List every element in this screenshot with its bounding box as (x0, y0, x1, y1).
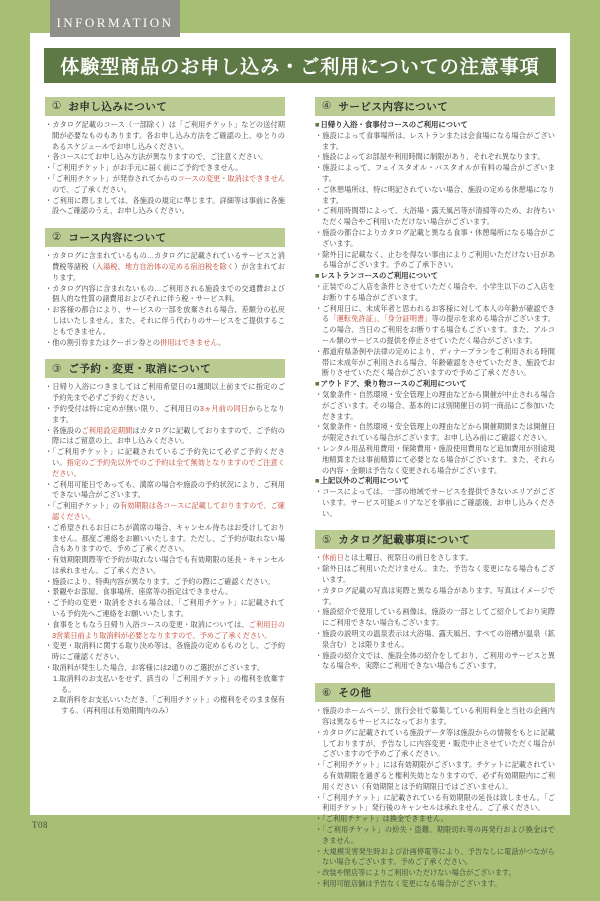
left-column (45, 97, 285, 901)
bullet-icon: ・ (45, 522, 53, 532)
section-number-icon: ⑥ (322, 686, 332, 699)
notice-text-highlight: 有効期限は各コースに記載しておりますので、ご確認ください。 (52, 501, 285, 521)
notice-text: カタログ内容に含まれないもの…ご利用される施設までの交通費および個人的な性質の諸費用およびそれに伴う税・サービス料。 (52, 283, 285, 304)
notice-item (315, 347, 555, 379)
notice-text: 1.取消料のお支払いをせず、該当の「ご利用チケット」の権利を放棄する。 (53, 673, 285, 694)
notice-text: 「ご利用チケット」の (52, 501, 120, 511)
notice-text: ご利用に際しましては、各施設の規定に準じます。詳細等は事前に各施設へご確認のうえ、お申し込みください。 (52, 195, 285, 216)
bullet-icon: ・ (45, 173, 53, 183)
notice-text: 気象条件・自然環境・安全管理上の理由などから開催期間または開催日が限定されている場合がございます。お申し込み前にご確認ください。 (322, 422, 555, 443)
notice-item (315, 185, 555, 207)
notice-text: 他の割引券またはクーポン券との (52, 337, 161, 347)
notice-item (315, 728, 555, 760)
bullet-icon: ・ (45, 598, 53, 608)
section-number-icon: ④ (322, 100, 332, 113)
bullet-icon: ・ (315, 650, 323, 660)
notice-text: 大規模災害発生時および計画停電等により、予告なしに電話がつながらない場合もございます。予めご了承ください。 (322, 846, 555, 867)
information-label: INFORMATION (56, 15, 174, 30)
notice-item (45, 426, 285, 448)
subsection-heading (315, 379, 555, 390)
bullet-icon: ・ (45, 337, 53, 347)
bullet-icon: ・ (315, 422, 323, 432)
notice-text: ご予約の変更・取消をされる場合は、「ご利用チケット」に記載されている予約先へご連絡をお願いいたします。 (52, 598, 285, 619)
section-title: ご予約・変更・取消について (68, 363, 212, 376)
bullet-icon: ・ (45, 447, 53, 457)
notice-item (315, 487, 555, 519)
notice-text: 2.取消料をお支払いいただき、「ご利用チケット」の権利をそのまま保有する。（再利用は有効期間内のみ） (53, 695, 285, 716)
notice-item (45, 598, 285, 620)
bullet-icon: ・ (315, 760, 323, 770)
notice-text: ので、ご了承ください。 (52, 184, 131, 194)
notice-text-highlight: ご利用日の3営業日前より取消料が必要となりますので、予めご了承ください。 (52, 619, 285, 640)
notice-section-1-right (315, 97, 555, 519)
notice-text: 等の提示を求める場合がございます。この場合、当日のご利用をお断りする場合もございます。また、アルコール類のサービスの提供を停止させていただく場合がございます。 (322, 314, 555, 345)
notice-text-highlight: 入湯税、地方自治体の定める宿泊税を除く (95, 261, 235, 271)
notice-item (45, 196, 285, 218)
section-title: カタログ記載事項について (338, 534, 471, 547)
square-bullet-icon: ■ (315, 476, 320, 486)
section-number-icon: ⑤ (322, 533, 332, 546)
bullet-icon: ・ (45, 163, 53, 173)
section-title: お申し込みについて (68, 101, 168, 113)
notice-item (315, 629, 555, 651)
notice-text: ご休憩場所は、特に明記されていない場合、施設の定める休憩場になります。 (322, 184, 555, 205)
notice-text: からとなります。 (52, 403, 285, 424)
bullet-icon: ・ (45, 425, 53, 435)
notice-item (315, 586, 555, 608)
section-title: サービス内容について (338, 101, 449, 113)
notice-text: ご利用日に、未成年者と思われるお客様に対して本人の年齢が確認できる (322, 303, 555, 324)
bullet-icon: ・ (45, 555, 53, 565)
notice-item (45, 404, 285, 426)
notice-text-highlight: 指定のご予約先以外でのご予約は全て無効となりますのでご注意ください。 (52, 457, 285, 478)
notice-text: お客様の都合により、サービスの一部を放棄される場合、差額分の払戻しはいたしません。また、それに伴う代わりのサービスをご提供することもできません。 (52, 305, 285, 336)
notice-item (315, 163, 555, 185)
square-bullet-icon: ■ (315, 379, 320, 389)
notice-text: 正装でのご入店を条件とさせていただく場合や、小学生以下のご入店をお断りする場合がございます。 (322, 281, 555, 302)
notice-text: 利用可能店舗は予告なく変更になる場合がございます。 (322, 879, 502, 888)
notice-text: 気象条件・自然環境・安全管理上の理由などから開催が中止される場合がございます。その場合、基本的には別開催日の同一商品にご参加いただきます。 (322, 389, 555, 421)
notice-text: 施設によって食事場所は、レストランまたは会食場になる場合がございます。 (322, 130, 555, 151)
bullet-icon: ・ (315, 130, 323, 140)
notice-text: 施設によってお部屋や利用時間に制限があり、それぞれ異なります。 (322, 152, 545, 162)
notice-item (315, 228, 555, 250)
notice-section-3-right (315, 683, 555, 890)
bullet-icon: ・ (315, 487, 323, 497)
notice-item (315, 706, 555, 728)
notice-text-highlight: 「運転免許証」、「身分証明書」 (329, 314, 432, 324)
notice-text-highlight: 併用はできません (160, 337, 218, 347)
section-header (45, 359, 285, 378)
notice-sub-item (45, 695, 285, 717)
notice-item (45, 523, 285, 555)
notice-text: 予約受付は特に定めが無い限り、ご利用日の (52, 403, 200, 413)
bullet-icon: ・ (315, 206, 323, 216)
bullet-icon: ・ (315, 607, 323, 617)
bullet-icon: ・ (315, 249, 323, 259)
bullet-icon: ・ (45, 382, 53, 392)
notice-text: 食事をともなう日帰り入浴コースの変更・取消については、 (52, 619, 249, 629)
bullet-icon: ・ (45, 619, 53, 629)
notice-text: 。 (217, 337, 226, 347)
notice-text: ）が含まれております。 (52, 261, 285, 282)
bullet-icon: ・ (45, 479, 53, 489)
section-number-icon: ① (52, 100, 62, 113)
bullet-icon: ・ (315, 281, 323, 291)
notice-item (45, 152, 285, 163)
notice-item (45, 447, 285, 479)
notice-text: 施設のホームページ、旅行会社で募集している利用料金と当社の企画内容は異なるサービスになっております。 (322, 706, 555, 727)
bullet-icon: ・ (315, 846, 323, 856)
bullet-icon: ・ (315, 443, 323, 453)
notice-text: 各施設の (52, 425, 82, 435)
notice-text: ご利用時間帯によって、大浴場・露天風呂等が清掃等のため、お待ちいただく場合やご利用いただけない場合がございます。 (322, 206, 555, 227)
notice-section-2-left (45, 228, 285, 348)
notice-text: 施設の都合によりカタログ記載と異なる食事・休憩場所になる場合がございます。 (322, 227, 555, 248)
section-number-icon: ② (52, 231, 62, 244)
right-column (315, 97, 555, 901)
section-title: コース内容について (68, 232, 167, 245)
notice-item (45, 382, 285, 404)
notice-text: 都道府県条例や法律の定めにより、ディナープランをご利用される時間帯に未成年がご利用される場合、年齢確認をさせていただき、施設でお断りさせていただく場合がございますので予めご了承ください。 (322, 346, 555, 378)
subsection-heading (315, 476, 555, 487)
notice-text: レストランコースのご利用について (320, 271, 438, 281)
notice-item (315, 250, 555, 272)
section-header (45, 228, 285, 247)
bullet-icon: ・ (45, 283, 53, 293)
notice-section-2-right (315, 530, 555, 672)
notice-text: 取消料が発生した場合、お客様には2通りのご選択がございます。 (52, 663, 265, 673)
notice-section-1-left (45, 97, 285, 217)
notice-item (45, 338, 285, 349)
notice-text: 景観やお部屋、食事場所、座席等の指定はできません。 (52, 587, 233, 597)
notice-item (45, 641, 285, 663)
section-header (315, 97, 555, 116)
notice-text: 「ご利用チケット」に記載されている有効期限の延長は致しません。「ご利用チケット」発行後のキャンセルは承れません。ご了承ください。 (322, 792, 555, 813)
notice-item (315, 607, 555, 629)
bullet-icon: ・ (45, 501, 53, 511)
page-title: 体験型商品のお申し込み・ご利用についての注意事項 (60, 57, 540, 78)
notice-item (315, 131, 555, 153)
notice-text: 「ご利用チケット」には有効期限がございます。チケットに記載されている有効期限を過ぎると権利失効となりますので、必ず有効期限内にご利用ください（有効期限とは予約期限日ではございません）。 (322, 760, 555, 791)
notice-item (315, 564, 555, 586)
notice-text: 除外日に記載なく、止むを得ない事由によりご利用いただけない日がある場合がございます。予めご了承下さい。 (322, 249, 555, 270)
notice-text-highlight: 3ヵ月前の同日 (199, 403, 249, 413)
bullet-icon: ・ (315, 346, 323, 356)
notice-item (315, 553, 555, 564)
notice-item (315, 847, 555, 869)
notice-text: 上記以外のご利用について (320, 476, 410, 486)
notice-item (45, 620, 285, 642)
notice-text: 「ご利用チケット」がお手元に届く前にご予約できません。 (52, 163, 243, 173)
notice-item (315, 814, 555, 825)
bullet-icon: ・ (45, 195, 53, 205)
bullet-icon: ・ (315, 553, 323, 563)
notice-text: 各コースにてお申し込み方法が異なりますので、ご注意ください。 (52, 152, 268, 162)
page-title-banner (44, 48, 556, 83)
notice-section-3-left (45, 359, 285, 717)
bullet-icon: ・ (45, 663, 53, 673)
bullet-icon: ・ (45, 120, 53, 129)
notice-text: 「ご利用チケット」に記載されているご予約先にて必ずご予約ください。 (52, 447, 285, 467)
square-bullet-icon: ■ (315, 120, 320, 129)
notice-text: コースによっては、一部の地域でサービスを提供できないエリアがございます。サービス可能エリアなどを事前にご確認後、お申し込みください。 (322, 487, 555, 518)
notice-text: 施設によって、フェイスタオル・バスタオルが有料の場合がございます。 (322, 163, 555, 183)
two-column-layout (30, 83, 570, 901)
notice-item (315, 206, 555, 228)
notice-text: 日帰り入浴につきましてはご利用希望日の1週間以上前までに指定のご予約先まで必ずご予約ください。 (52, 382, 285, 403)
subsection-heading (315, 271, 555, 282)
bullet-icon: ・ (315, 389, 323, 399)
bullet-icon: ・ (45, 305, 53, 315)
notice-item (45, 555, 285, 577)
bullet-icon: ・ (315, 814, 323, 824)
bullet-icon: ・ (45, 403, 53, 413)
notice-text: 日帰り入浴・食事付コースのご利用について (320, 120, 468, 129)
notice-text: ご利用可能日であっても、満席の場合や施設の予約状況により、ご利用できない場合がございます。 (52, 479, 285, 500)
notice-text: 有効期限間際等で予約が取れない場合でも有効期限の延長・キャンセルは承れません。ご了承ください。 (52, 555, 285, 575)
notice-item (315, 282, 555, 304)
notice-text: カタログ記載の写真は実際と異なる場合があります。写真はイメージです。 (322, 585, 555, 606)
notice-item (45, 120, 285, 152)
notice-item (315, 868, 555, 879)
notice-text-highlight: コースの変更・取消はできません (177, 173, 285, 183)
section-header (315, 683, 555, 702)
bullet-icon: ・ (315, 152, 323, 162)
notice-item (315, 651, 555, 673)
bullet-icon: ・ (45, 576, 53, 586)
notice-text: 「ご利用チケット」は換金できません。 (322, 814, 448, 824)
bullet-icon: ・ (315, 564, 323, 574)
notice-item (45, 174, 285, 196)
notice-item (45, 305, 285, 337)
notice-text-highlight: 休前日 (322, 553, 344, 563)
notice-item (315, 152, 555, 163)
notice-item (315, 760, 555, 792)
notice-sub-item (45, 674, 285, 696)
notice-text: はカタログに記載しておりますので、ご予約の際にはご留意の上、お申し込みください。 (52, 425, 285, 446)
notice-item (315, 825, 555, 847)
notice-text: カタログに含まれているもの…カタログに記載されているサービスと消費税等諸税（ (52, 251, 285, 271)
bullet-icon: ・ (315, 792, 323, 802)
notice-item (45, 501, 285, 523)
notice-text: レンタル用品利用費用・保険費用・施設使用費用など追加費用が別途現地精算または事前精算にて必要となる場合がございます。また、それらの内容・金額は予告なく変更される場合がございます。 (322, 443, 555, 475)
notice-item (45, 587, 285, 598)
notice-item (45, 480, 285, 502)
bullet-icon: ・ (315, 227, 323, 237)
notice-item (45, 163, 285, 174)
notice-item (45, 284, 285, 306)
information-label-box (50, 0, 180, 37)
notice-item (45, 577, 285, 588)
bullet-icon: ・ (315, 585, 323, 595)
bullet-icon: ・ (315, 706, 323, 716)
notice-text: 施設の紹介文では、施設全体の紹介をしており、ご利用のサービスと異なる場合や、実際にご利用できない場合もございます。 (322, 650, 555, 671)
bullet-icon: ・ (315, 303, 323, 313)
notice-text: アウトドア、乗り物コースのご利用について (320, 379, 467, 389)
notice-text: カタログに記載されている施設データ等は施設からの情報をもとに記載しておりますが、予告なしに内容変更・販売中止させていただく場合がございますので予めご了承ください。 (322, 727, 555, 759)
section-header (45, 97, 285, 116)
bullet-icon: ・ (315, 184, 323, 194)
bullet-icon: ・ (45, 152, 53, 162)
subsection-heading (315, 120, 555, 131)
notice-item (315, 793, 555, 815)
bullet-icon: ・ (315, 163, 323, 173)
bullet-icon: ・ (45, 251, 53, 261)
notice-item (45, 663, 285, 674)
notice-text: 「ご利用チケット」の紛失・盗難、期限切れ等の再発行および換金はできません。 (322, 825, 555, 845)
notice-text: 施設により、特典内容が異なります。ご予約の際にご確認ください。 (52, 576, 275, 586)
notice-item (315, 444, 555, 476)
section-number-icon: ③ (52, 362, 62, 375)
square-bullet-icon: ■ (315, 271, 320, 281)
bullet-icon: ・ (315, 629, 323, 639)
notice-item (315, 390, 555, 422)
page-number: T08 (32, 820, 48, 830)
notice-item (315, 304, 555, 347)
bullet-icon: ・ (315, 727, 323, 737)
notice-text: ご希望されるお日にちが満席の場合、キャンセル待ちはお受けしておりません。都度ご連絡をお願いいたします。ただし、ご予約が取れない場合もありますので、予めご了承ください。 (52, 522, 285, 554)
bullet-icon: ・ (315, 825, 323, 835)
bullet-icon: ・ (315, 868, 323, 878)
bullet-icon: ・ (45, 641, 53, 651)
notice-text: 施設紹介で使用している画像は、施設の一部としてご紹介しており実際にご利用できない場合もございます。 (322, 607, 555, 628)
notice-text-highlight: ご利用設定期間 (81, 425, 133, 435)
notice-text: 「ご利用チケット」が発券されてからの (52, 173, 178, 183)
notice-text: 施設の説明文の温泉表示は大浴場、露天風呂、すべての浴槽が温泉（鉱泉含む）とは限りません。 (322, 629, 555, 649)
notice-item (45, 251, 285, 283)
notice-item (315, 422, 555, 444)
bullet-icon: ・ (315, 879, 323, 888)
notice-item (315, 879, 555, 890)
notice-text: カタログ記載のコース（一部除く）は「ご利用チケット」などの送付期間が必要なものもあります。各お申し込み方法をご確認の上、ゆとりのあるスケジュールでお申し込みください。 (52, 120, 285, 151)
section-header (315, 530, 555, 549)
notice-text: 変更・取消料に関する取り決め等は、各施設の定めるものとし、ご予約時にご確認ください。 (52, 641, 285, 662)
notice-text: とは土曜日、祝祭日の前日をさします。 (343, 553, 473, 563)
notice-text: 改装や閉店等によりご利用いただけない場合がございます。 (322, 868, 516, 878)
notice-text: 除外日はご利用いただけません。また、予告なく変更になる場合もございます。 (322, 564, 555, 585)
bullet-icon: ・ (45, 587, 53, 597)
section-title: その他 (338, 687, 372, 700)
